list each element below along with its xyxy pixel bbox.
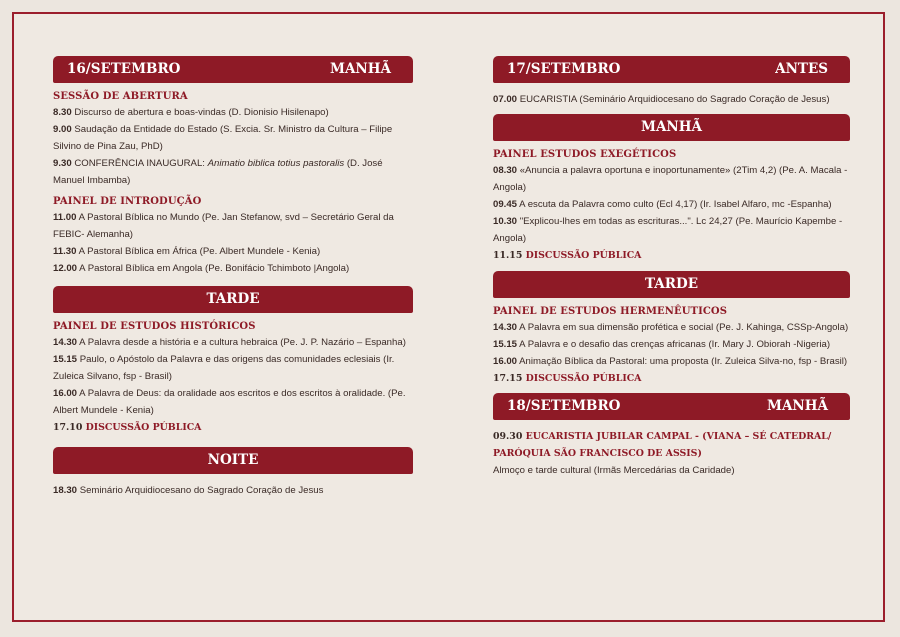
schedule-item: 9.30 CONFERÊNCIA INAUGURAL: Animatio biblica totius pastoralis (D. José Manuel Imbamba) — [53, 158, 383, 186]
hermeneuticos-heading: PAINEL DE ESTUDOS HERMENÊUTICOS — [493, 306, 728, 317]
historicos-heading: PAINEL DE ESTUDOS HISTÓRICOS — [53, 321, 256, 332]
noite-banner: NOITE — [53, 447, 413, 474]
schedule-item: 10.30 "Explicou-lhes em todas as escrituras...". Lc 24,27 (Pe. Maurício Kapembe - Angola) — [493, 216, 843, 244]
day2-date: 17/SETEMBRO — [507, 61, 621, 77]
tarde-banner-left: TARDE — [53, 286, 413, 313]
schedule-item: 11.00 A Pastoral Bíblica no Mundo (Pe. Jan Stefanow, svd – Secretário Geral da FEBIC- Alemanha) — [53, 212, 394, 240]
schedule-item: 15.15 A Palavra e o desafio das crenças africanas (Ir. Mary J. Obiorah -Nigeria) — [493, 339, 831, 350]
schedule-item: 17.10 DISCUSSÃO PÚBLICA — [53, 422, 202, 433]
schedule-item: 09.30 EUCARISTIA JUBILAR CAMPAL - (VIANA – SÉ CATEDRAL/ PARÓQUIA SÃO FRANCISCO DE ASSIS) — [493, 431, 832, 459]
schedule-item: 12.00 A Pastoral Bíblica em Angola (Pe. Bonifácio Tchimboto |Angola) — [53, 263, 350, 274]
abertura-heading: SESSÃO DE ABERTURA — [53, 91, 188, 102]
schedule-item: 09.45 A escuta da Palavra como culto (Ecl 4,17) (Ir. Isabel Alfaro, mc -Espanha) — [493, 199, 832, 210]
schedule-item: 15.15 Paulo, o Apóstolo da Palavra e das origens das comunidades eclesiais (Ir. Zuleica Silvano, fsp - Brasil) — [53, 354, 395, 382]
schedule-item: 9.00 Saudação da Entidade do Estado (S. Excia. Sr. Ministro da Cultura – Filipe Silvino de Pina Zau, PhD) — [53, 124, 393, 152]
day3-period: MANHÃ — [767, 398, 828, 414]
schedule-item: 11.15 DISCUSSÃO PÚBLICA — [493, 250, 642, 261]
day2-period: ANTES — [775, 61, 828, 77]
day3-banner — [493, 393, 850, 420]
exegeticos-heading: PAINEL ESTUDOS EXEGÉTICOS — [493, 149, 677, 160]
left-column — [53, 56, 413, 499]
schedule-item: 8.30 Discurso de abertura e boas-vindas (D. Dionisio Hisilenapo) — [53, 107, 329, 118]
day1-banner — [53, 56, 413, 83]
schedule-note: Almoço e tarde cultural (Irmãs Mercedárias da Caridade) — [493, 465, 735, 476]
schedule-item: 08.30 «Anuncia a palavra oportuna e inoportunamente» (2Tim 4,2) (Pe. A. Macala - Angola) — [493, 165, 848, 193]
schedule-item: 16.00 A Palavra de Deus: da oralidade aos escritos e dos escritos à oralidade. (Pe. Albert Mundele - Kenia) — [53, 388, 406, 416]
tarde-banner-right: TARDE — [493, 271, 850, 298]
schedule-item: 18.30 Seminário Arquidiocesano do Sagrado Coração de Jesus — [53, 485, 324, 496]
introducao-heading: PAINEL DE INTRODUÇÃO — [53, 196, 202, 207]
schedule-item: 14.30 A Palavra em sua dimensão profética e social (Pe. J. Kahinga, CSSp-Angola) — [493, 322, 849, 333]
right-column — [493, 56, 850, 479]
day3-date: 18/SETEMBRO — [507, 398, 621, 414]
day2-banner — [493, 56, 850, 83]
schedule-item: 16.00 Animação Bíblica da Pastoral: uma proposta (Ir. Zuleica Silva-no, fsp - Brasil) — [493, 356, 848, 367]
schedule-item: 07.00 EUCARISTIA (Seminário Arquidiocesano do Sagrado Coração de Jesus) — [493, 94, 830, 105]
schedule-item: 11.30 A Pastoral Bíblica em África (Pe. Albert Mundele - Kenia) — [53, 246, 321, 257]
day1-period: MANHÃ — [330, 61, 391, 77]
day1-date: 16/SETEMBRO — [67, 61, 181, 77]
schedule-item: 17.15 DISCUSSÃO PÚBLICA — [493, 373, 642, 384]
schedule-item: 14.30 A Palavra desde a história e a cultura hebraica (Pe. J. P. Nazário – Espanha) — [53, 337, 406, 348]
manha-banner: MANHÃ — [493, 114, 850, 141]
